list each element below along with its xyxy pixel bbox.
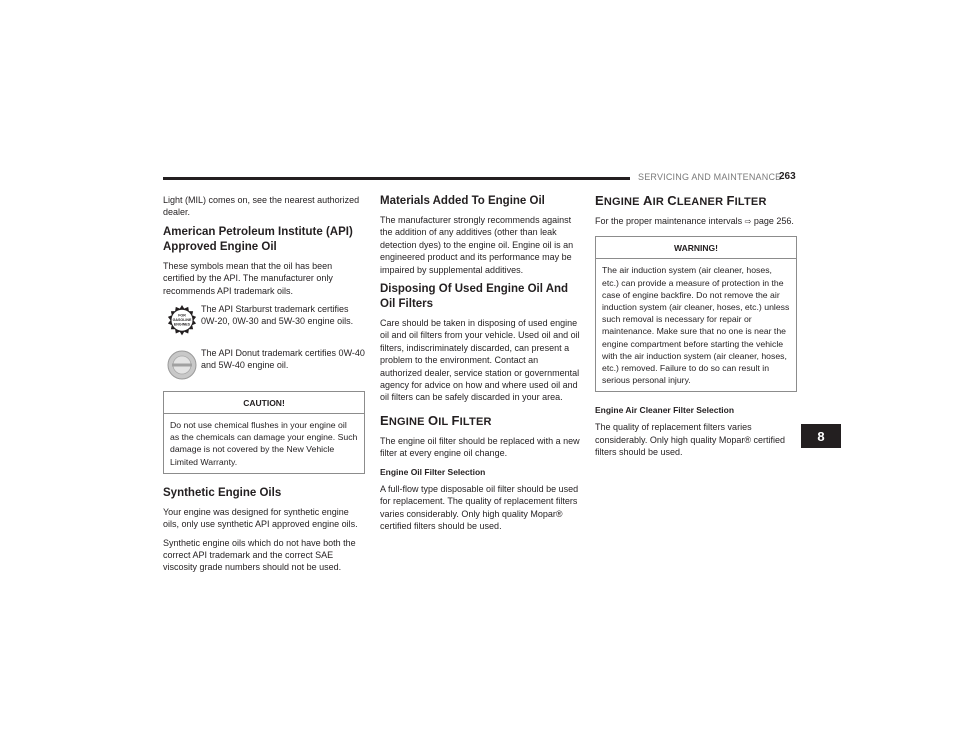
disposing-body: Care should be taken in disposing of used engine oil and oil filters from your vehicle. Used oil and oil filters, indiscriminately discarded, can present a problem to the environment. Contact an authorized dealer, service station or governmental agency for advice on how and where used oil and oil filters can be safely discarded in your area. [380, 318, 580, 403]
caution-box [163, 391, 365, 474]
svg-text:GASOLINE: GASOLINE [172, 318, 192, 323]
caution-body: Do not use chemical flushes in your engine oil as the chemicals can damage your engine. Such damage is not covered by the New Vehicle Limited Warranty. [170, 420, 358, 467]
disposing-heading: Disposing Of Used Engine Oil And Oil Filters [380, 283, 569, 311]
svg-text:ENGINES: ENGINES [173, 322, 191, 327]
air-selection-heading: Engine Air Cleaner Filter Selection [595, 405, 735, 416]
starburst-row [163, 303, 365, 339]
section-title: SERVICING AND MAINTENANCE [638, 172, 782, 182]
page-reference-arrow-icon: ⇨ [744, 217, 752, 226]
caution-title: CAUTION! [164, 392, 364, 414]
warning-title: WARNING! [596, 237, 796, 259]
warning-box [595, 236, 797, 392]
chapter-tab: 8 [801, 424, 841, 448]
engine-oil-filter-heading: ENGINE OIL FILTER [380, 412, 492, 428]
column-1 [163, 194, 365, 580]
materials-heading: Materials Added To Engine Oil [380, 195, 545, 207]
api-body: These symbols mean that the oil has been certified by the API. The manufacturer only recommends API trademark oils. [163, 260, 333, 296]
header-rule [163, 177, 630, 180]
synthetic-p2: Synthetic engine oils which do not have both the correct API trademark and the correct SAE viscosity grade numbers should not be used. [163, 537, 356, 573]
intro-continuation: Light (MIL) comes on, see the nearest authorized dealer. [163, 195, 360, 218]
synthetic-heading: Synthetic Engine Oils [163, 486, 282, 499]
filter-selection-heading: Engine Oil Filter Selection [380, 466, 486, 477]
air-cleaner-heading: ENGINE AIR CLEANER FILTER [595, 193, 767, 208]
page-number: 263 [779, 171, 796, 182]
column-3 [595, 194, 797, 465]
filter-body: The engine oil filter should be replaced with a new filter at every engine oil change. [380, 435, 580, 459]
starburst-text: The API Starburst trademark certifies 0W-20, 0W-30 and 5W-30 engine oils. [201, 304, 354, 327]
intervals-text: For the proper maintenance intervals ⇨ page 256. [595, 216, 794, 226]
warning-body: The air induction system (air cleaner, hoses, etc.) can provide a measure of protection in the case of engine backfire. Do not remove the air induction system (air cleaner, hoses, etc.) unless such removal is necessary for repair or maintenance. Make sure that no one is near the engine compartment before starting the vehicle with the air induction system (air cleaner, hoses, etc.) removed. Failure to do so can result in serious personal injury. [602, 265, 790, 386]
synthetic-p1: Your engine was designed for synthetic engine oils, only use synthetic API approved engine oils. [163, 506, 358, 530]
column-2 [380, 194, 582, 538]
air-selection-body: The quality of replacement filters varies considerably. Only high quality Mopar® certified filters should be used. [595, 422, 786, 458]
filter-selection-body: A full-flow type disposable oil filter should be used for replacement. The quality of replacement filters varies considerably. Only high quality Mopar® certified filters should be used. [380, 483, 579, 531]
api-starburst-icon [163, 303, 201, 339]
donut-row [163, 347, 365, 383]
materials-body: The manufacturer strongly recommends against the addition of any additives (other than leak detection dyes) to the engine oil. Engine oil is an engineered product and its performance may be impaired by supplemental additives. [380, 215, 574, 275]
donut-text: The API Donut trademark certifies 0W-40 and 5W-40 engine oil. [201, 348, 365, 371]
api-donut-icon [163, 347, 201, 383]
api-heading: American Petroleum Institute (API) Approved Engine Oil [163, 225, 353, 253]
page-reference-link[interactable]: page 256. [753, 216, 794, 226]
svg-text:FOR: FOR [178, 313, 186, 318]
